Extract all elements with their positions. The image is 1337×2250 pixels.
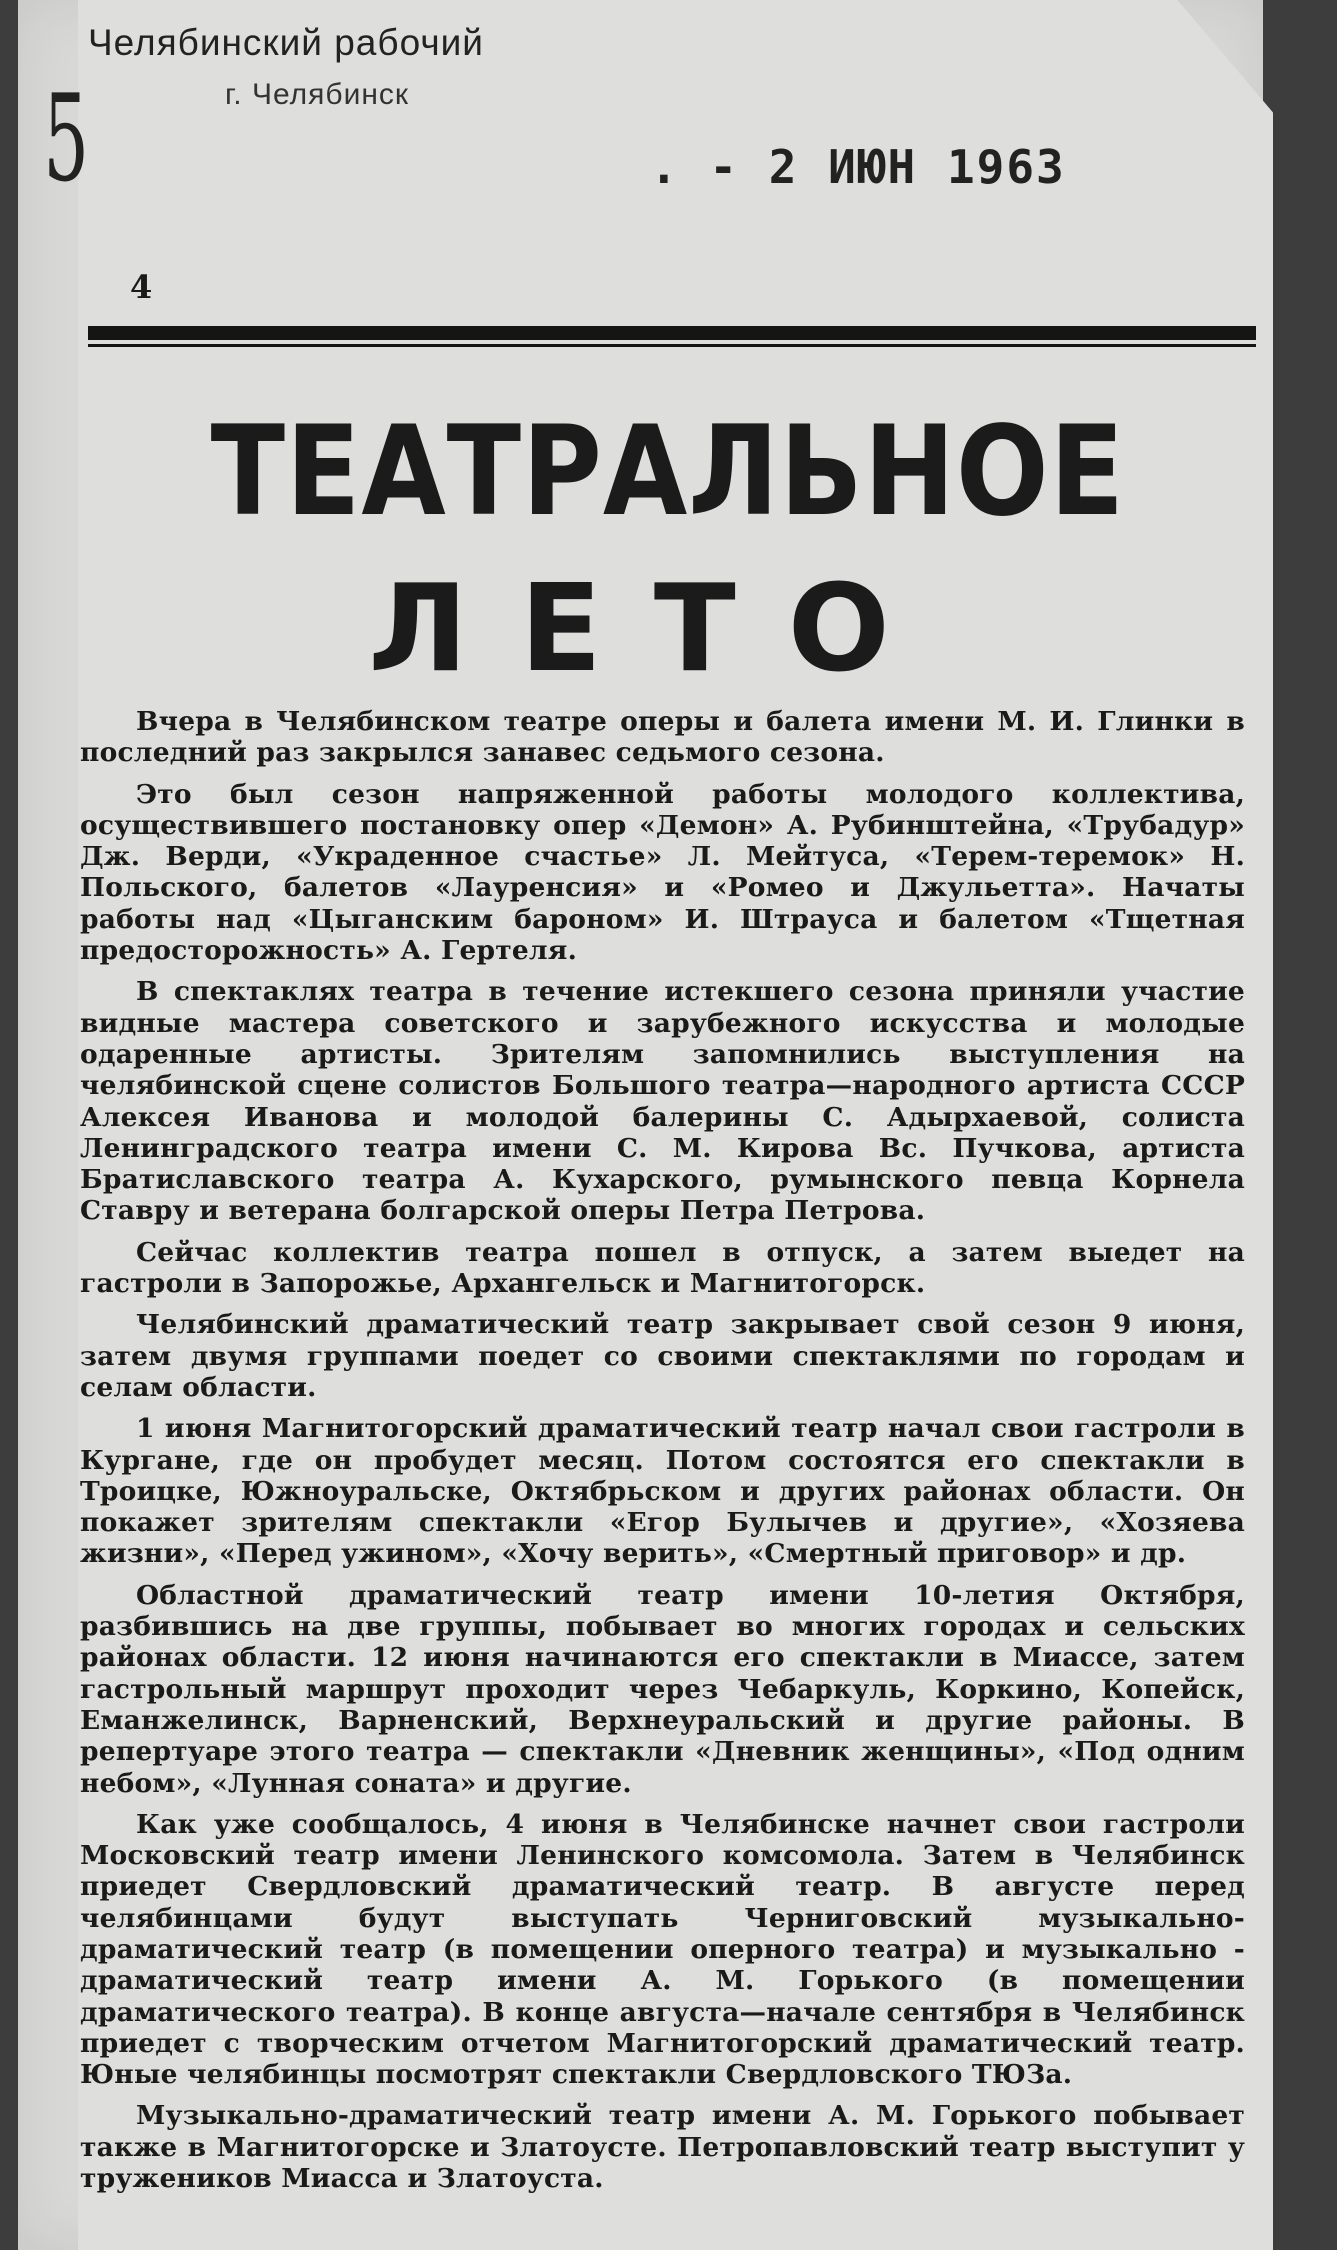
page-number: 4 bbox=[130, 268, 153, 306]
paragraph: Музыкально-драматический театр имени А. М. Горького побывает также в Магнитогорске и Златоусте. Петропавловский театр выступит у тружеников Миасса и Златоуста. bbox=[80, 2100, 1245, 2195]
paragraph: В спектаклях театра в течение истекшего сезона приняли участие видные мастера советского и зарубежного искусства и молодые одаренные артисты. Зрителям запомнились выступления на челябинской сцене солистов Большого театра—народного артиста СССР Алексея Иванова и молодой балерины С. Адырхаевой, солиста Ленинградского театра имени С. М. Кирова Вс. Пучкова, артиста Братиславского театра А. Кухарского, румынского певца Корнела Ставру и ветерана болгарской оперы Петра Петрова. bbox=[80, 976, 1245, 1227]
date-stamp: . - 2 ИЮН 1963 bbox=[650, 140, 1066, 194]
paragraph: Это был сезон напряженной работы молодого коллектива, осуществившего постановку опер «Демон» А. Рубинштейна, «Трубадур» Дж. Верди, «Украденное счастье» Л. Мейтуса, «Терем-теремок» Н. Польского, балетов «Лауренсия» и «Ромео и Джульетта». Начаты работы над «Цыганским бароном» И. Штрауса и балетом «Тщетная предосторожность» А. Гертеля. bbox=[80, 778, 1245, 967]
headline-line-1: ТЕАТРАЛЬНОЕ bbox=[210, 400, 1126, 544]
paragraph: Областной драматический театр имени 10-летия Октября, разбившись на две группы, побывает во многих городах и сельских районах области. 12 июня начинаются его спектакли в Миассе, затем гастрольный маршрут проходит через Чебаркуль, Коркино, Копейск, Еманжелинск, Варненский, Верхнеуральский и другие районы. В репертуаре этого театра — спектакли «Дневник женщины», «Под одним небом», «Лунная соната» и другие. bbox=[80, 1579, 1245, 1799]
article-body bbox=[80, 706, 1245, 2204]
header-rule bbox=[88, 326, 1256, 340]
paragraph: Как уже сообщалось, 4 июня в Челябинске начнет свои гастроли Московский театр имени Ленинского комсомола. Затем в Челябинск приедет Свердловский драматический театр. В августе перед челябинцами будут выступать Черниговский музыкально-драматический театр (в помещении оперного театра) и музыкально - драматический театр имени А. М. Горького (в помещении драматического театра). В конце августа—начале сентября в Челябинск приедет с творческим отчетом Магнитогорский драматический театр. Юные челябинцы посмотрят спектакли Свердловского ТЮЗа. bbox=[80, 1808, 1245, 2091]
paragraph: 1 июня Магнитогорский драматический театр начал свои гастроли в Кургане, где он пробудет месяц. Потом состоятся его спектакли в Троицке, Южноуральске, Октябрьском и других районах области. Он покажет зрителям спектакли «Егор Булычев и другие», «Хозяева жизни», «Перед ужином», «Хочу верить», «Смертный приговор» и др. bbox=[80, 1413, 1245, 1570]
headline-line-2: ЛЕТО bbox=[368, 560, 942, 699]
paragraph: Вчера в Челябинском театре оперы и балета имени М. И. Глинки в последний раз закрылся занавес седьмого сезона. bbox=[80, 706, 1245, 769]
header-rule-thin bbox=[88, 344, 1256, 347]
newspaper-name-stamp: Челябинский рабочий bbox=[88, 22, 484, 63]
paragraph: Сейчас коллектив театра пошел в отпуск, а затем выедет на гастроли в Запорожье, Архангельск и Магнитогорск. bbox=[80, 1236, 1245, 1300]
margin-handwritten-mark: 5 bbox=[43, 70, 90, 209]
city-stamp: г. Челябинск bbox=[225, 78, 410, 111]
paragraph: Челябинский драматический театр закрывает свой сезон 9 июня, затем двумя группами поедет со своими спектаклями по городам и селам области. bbox=[80, 1309, 1245, 1403]
